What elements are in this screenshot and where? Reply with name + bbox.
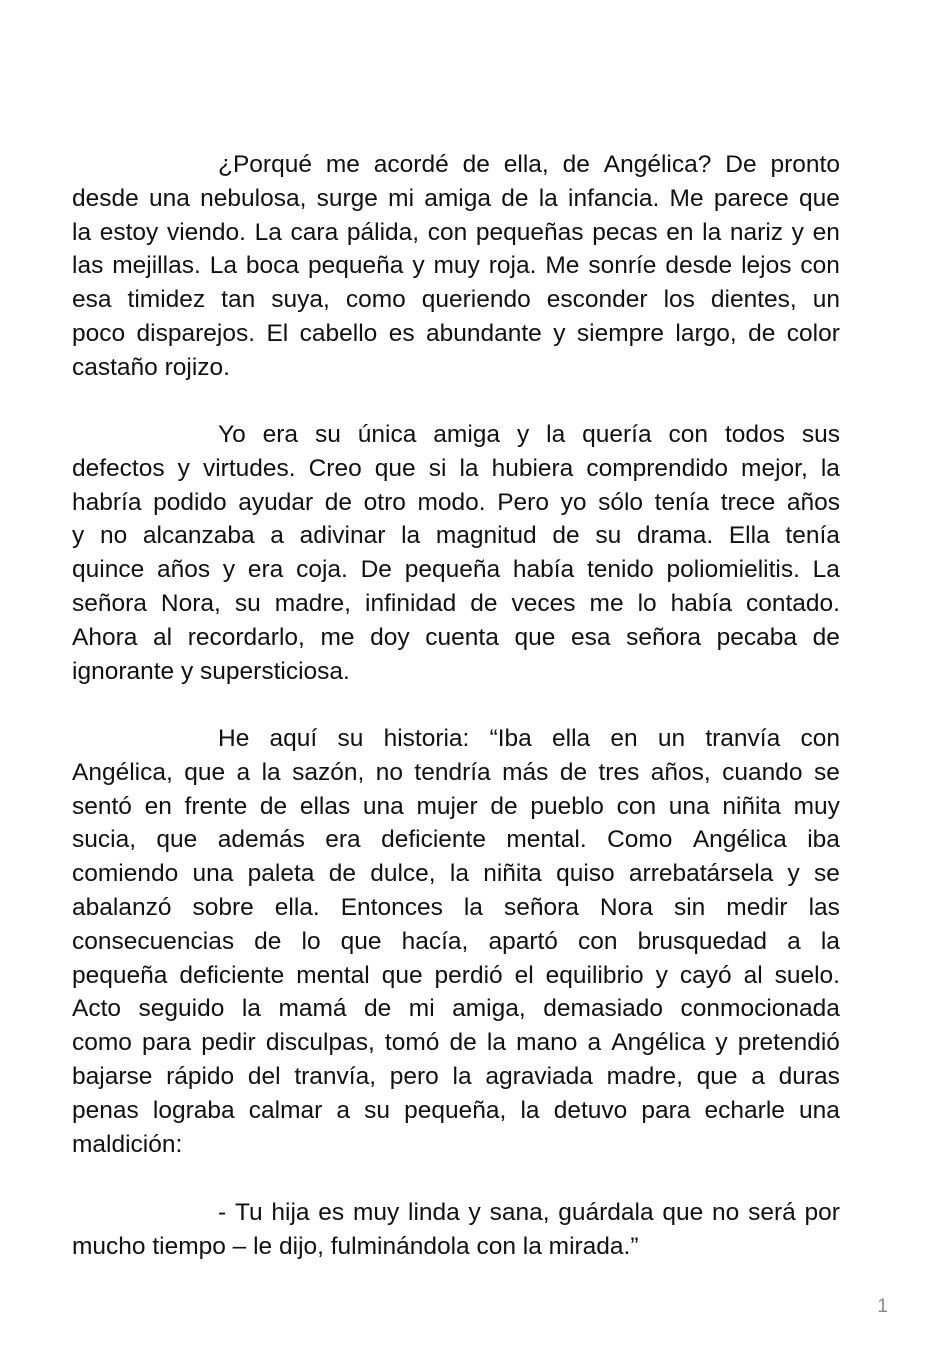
- text-line: y no alcanzaba a adivinar la magnitud de su drama. Ella tenía: [72, 522, 840, 550]
- text-line: poco disparejos. El cabello es abundante y siempre largo, de color: [72, 319, 840, 347]
- text-line: mucho tiempo – le dijo, fulminándola con la mirada.”: [72, 1232, 639, 1260]
- text-line: consecuencias de lo que hacía, apartó con brusquedad a la: [72, 927, 840, 955]
- text-line: Angélica, que a la sazón, no tendría más de tres años, cuando se: [72, 758, 840, 786]
- text-line: sucia, que además era deficiente mental. Como Angélica iba: [72, 826, 840, 854]
- text-line: maldición:: [72, 1130, 183, 1158]
- text-line: Acto seguido la mamá de mi amiga, demasiado conmocionada: [72, 995, 840, 1023]
- paragraph-1: [72, 148, 840, 385]
- text-line: la estoy viendo. La cara pálida, con pequeñas pecas en la nariz y en: [72, 218, 840, 246]
- paragraph-3: [72, 722, 840, 1161]
- paragraph-4: [72, 1196, 840, 1264]
- text-line: castaño rojizo.: [72, 353, 230, 381]
- text-line: quince años y era coja. De pequeña había tenido poliomielitis. La: [72, 556, 840, 584]
- text-line: las mejillas. La boca pequeña y muy roja. Me sonríe desde lejos con: [72, 252, 840, 280]
- text-line: - Tu hija es muy linda y sana, guárdala que no será por: [218, 1199, 840, 1226]
- text-line: como para pedir disculpas, tomó de la mano a Angélica y pretendió: [72, 1029, 840, 1057]
- page-number: 1: [877, 1296, 888, 1317]
- paragraph-2: [72, 418, 840, 688]
- text-line: defectos y virtudes. Creo que si la hubiera comprendido mejor, la: [72, 454, 840, 482]
- text-line: pequeña deficiente mental que perdió el equilibrio y cayó al suelo.: [72, 961, 840, 989]
- text-line: desde una nebulosa, surge mi amiga de la infancia. Me parece que: [72, 184, 840, 212]
- text-line: sentó en frente de ellas una mujer de pueblo con una niñita muy: [72, 792, 840, 820]
- text-line: ignorante y supersticiosa.: [72, 657, 350, 685]
- text-line: esa timidez tan suya, como queriendo esconder los dientes, un: [72, 286, 840, 314]
- text-line: penas lograba calmar a su pequeña, la detuvo para echarle una: [72, 1096, 840, 1124]
- text-line: Ahora al recordarlo, me doy cuenta que esa señora pecaba de: [72, 623, 840, 651]
- text-line: He aquí su historia: “Iba ella en un tranvía con: [218, 725, 840, 752]
- text-line: habría podido ayudar de otro modo. Pero yo sólo tenía trece años: [72, 488, 840, 516]
- text-line: ¿Porqué me acordé de ella, de Angélica? De pronto: [218, 151, 840, 178]
- text-line: bajarse rápido del tranvía, pero la agraviada madre, que a duras: [72, 1062, 840, 1090]
- text-line: comiendo una paleta de dulce, la niñita quiso arrebatársela y se: [72, 860, 840, 888]
- text-line: abalanzó sobre ella. Entonces la señora Nora sin medir las: [72, 893, 840, 921]
- text-line: Yo era su única amiga y la quería con todos sus: [218, 421, 840, 448]
- text-line: señora Nora, su madre, infinidad de veces me lo había contado.: [72, 589, 840, 617]
